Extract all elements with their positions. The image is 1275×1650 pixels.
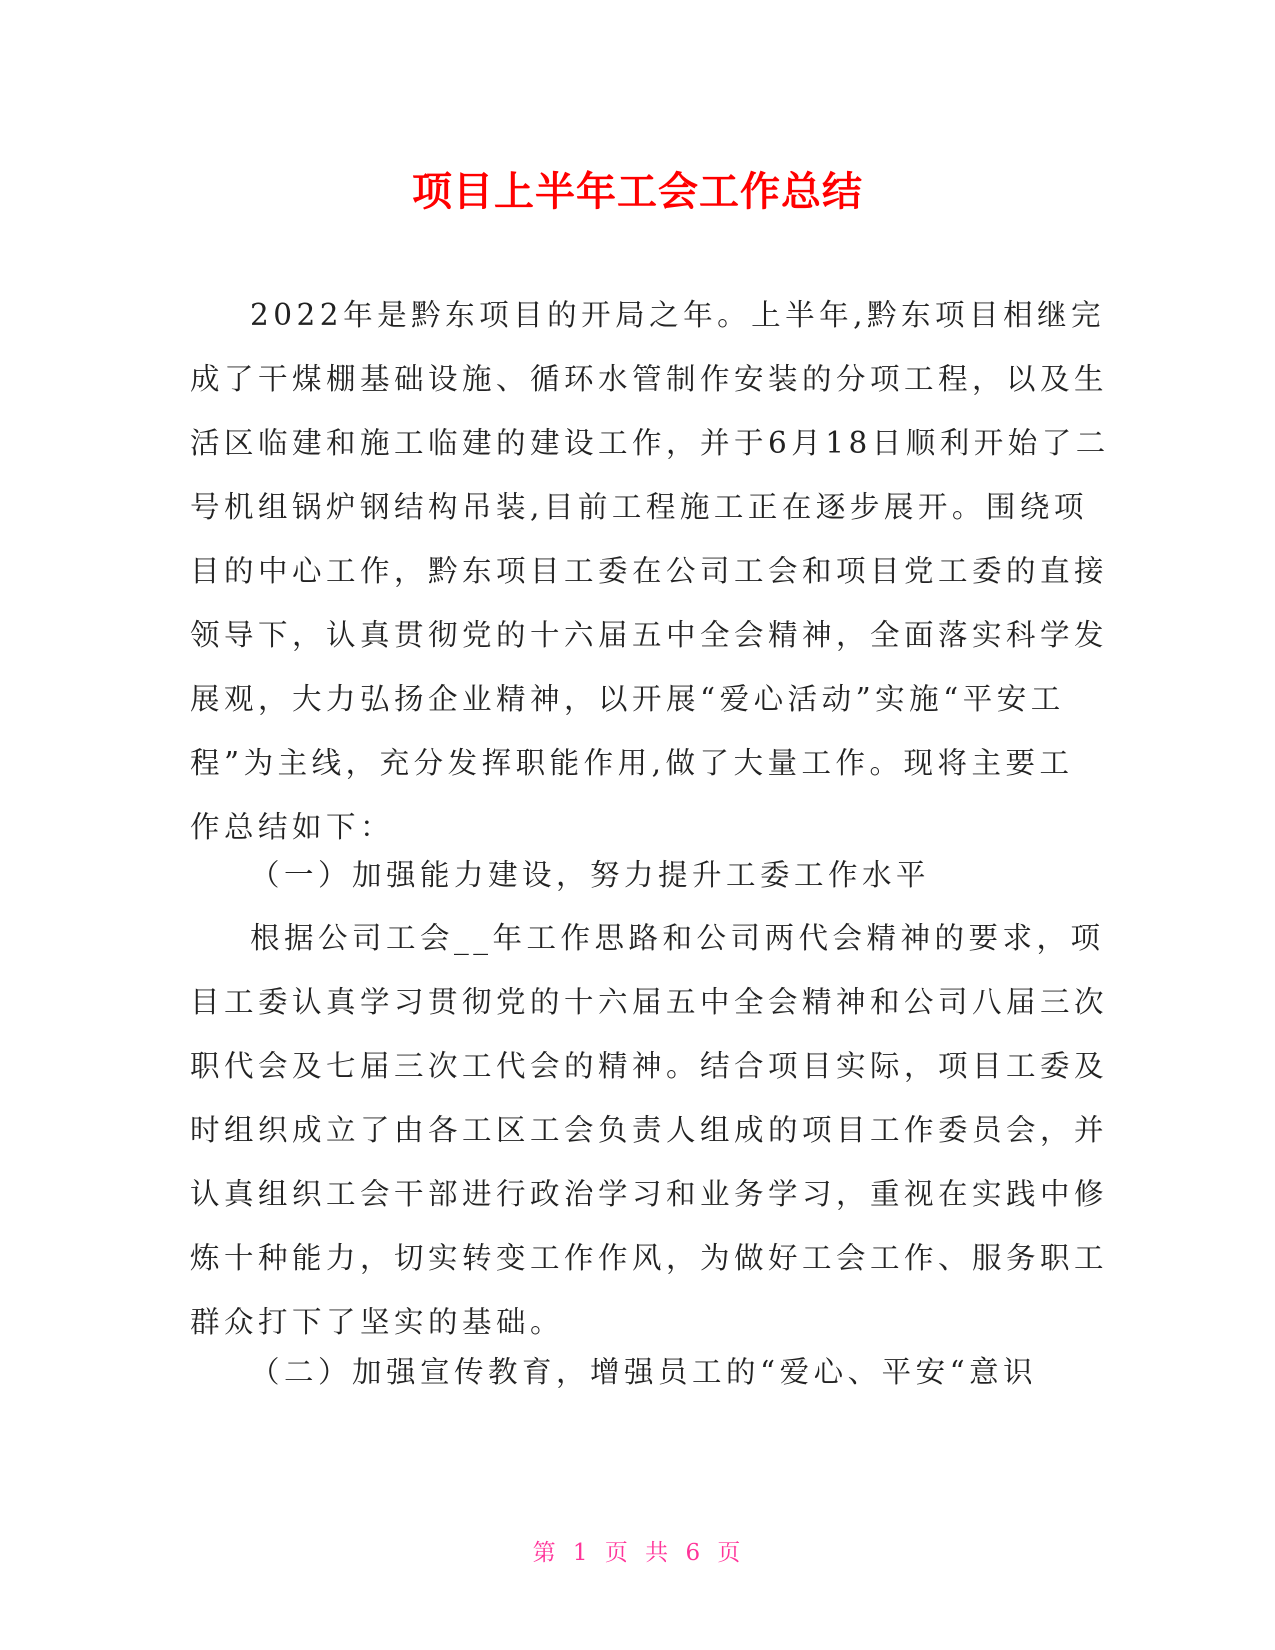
paragraph-line: 目工委认真学习贯彻党的十六届五中全会精神和公司八届三次: [190, 985, 1109, 1019]
section-heading-2: （二）加强宣传教育，增强员工的“爱心、平安“意识: [250, 1355, 1038, 1389]
paragraph-line: 领导下，认真贯彻党的十六届五中全会精神，全面落实科学发: [190, 618, 1109, 652]
paragraph-1: [190, 283, 1110, 859]
paragraph-line: 程”为主线，充分发挥职能作用,做了大量工作。现将主要工: [190, 746, 1074, 780]
paragraph-line: 职代会及七届三次工代会的精神。结合项目实际，项目工委及: [190, 1049, 1109, 1083]
paragraph-line: 目的中心工作，黔东项目工委在公司工会和项目党工委的直接: [190, 554, 1109, 588]
paragraph-line: 号机组锅炉钢结构吊装,目前工程施工正在逐步展开。围绕项: [190, 490, 1088, 524]
paragraph-intro: [190, 283, 1110, 859]
section-heading-1-wrap: [190, 843, 1090, 907]
paragraph-2: [190, 906, 1109, 1354]
document-title: 项目上半年工会工作总结: [412, 169, 863, 215]
paragraph-line: 时组织成立了由各工区工会负责人组成的项目工作委员会，并: [190, 1113, 1109, 1147]
section-heading-2-wrap: [190, 1340, 1090, 1404]
paragraph-line: 活区临建和施工临建的建设工作，并于6月18日顺利开始了二: [190, 426, 1110, 460]
paragraph-line: 成了干煤棚基础设施、循环水管制作安装的分项工程，以及生: [190, 362, 1109, 396]
paragraph-line: 作总结如下：: [190, 810, 395, 844]
paragraph-line: 2022年是黔东项目的开局之年。上半年,黔东项目相继完: [250, 298, 1105, 332]
paragraph-line: 认真组织工会干部进行政治学习和业务学习，重视在实践中修: [190, 1177, 1109, 1211]
paragraph-section-1: [190, 906, 1109, 1354]
section-heading-1: （一）加强能力建设，努力提升工委工作水平: [250, 858, 931, 892]
paragraph-line: 炼十种能力，切实转变工作作风，为做好工会工作、服务职工: [190, 1241, 1109, 1275]
paragraph-line: 根据公司工会__年工作思路和公司两代会精神的要求，项: [250, 921, 1105, 955]
page-footer: 第 1 页 共 6 页: [532, 1540, 743, 1566]
paragraph-line: 群众打下了坚实的基础。: [190, 1305, 565, 1339]
paragraph-line: 展观，大力弘扬企业精神，以开展“爱心活动”实施“平安工: [190, 682, 1065, 716]
